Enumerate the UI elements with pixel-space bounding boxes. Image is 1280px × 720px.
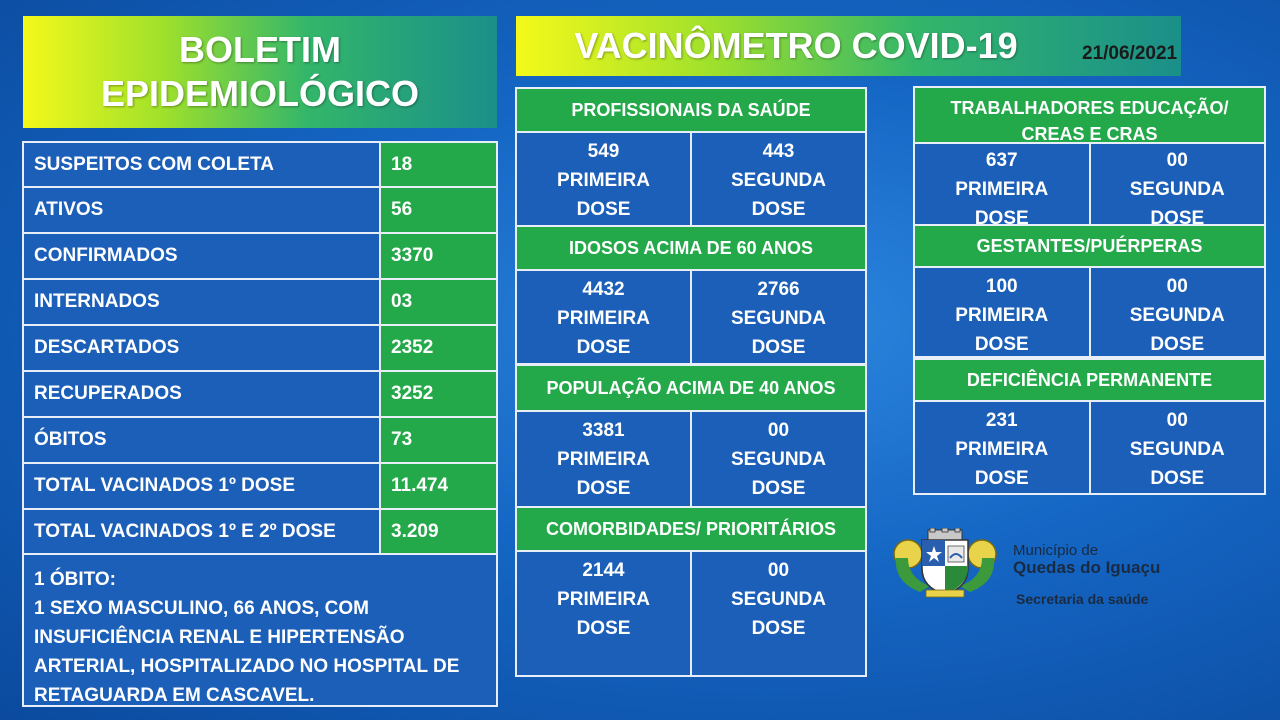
group-title: PROFISSIONAIS DA SAÚDE <box>517 89 865 133</box>
second-dose-count: 00 <box>767 420 790 441</box>
stat-label: RECUPERADOS <box>23 371 380 417</box>
dose-label: DOSE <box>1150 208 1205 224</box>
stat-value: 3370 <box>380 233 497 279</box>
table-row <box>23 417 497 463</box>
stat-value: 3252 <box>380 371 497 417</box>
dose-label: SEGUNDA <box>1129 305 1225 326</box>
first-dose-cell <box>915 144 1089 224</box>
first-dose-count: 2144 <box>582 560 625 581</box>
stat-label: SUSPEITOS COM COLETA <box>23 142 380 187</box>
dose-label: DOSE <box>751 478 806 499</box>
dose-label: DOSE <box>751 199 806 220</box>
municipality-logo <box>890 528 1240 618</box>
second-dose-count: 443 <box>762 141 795 162</box>
first-dose-cell <box>517 271 690 363</box>
dose-label: PRIMEIRA <box>557 170 650 191</box>
first-dose-cell <box>915 268 1089 356</box>
boletim-banner <box>23 16 497 128</box>
dose-label: SEGUNDA <box>1129 179 1225 200</box>
first-dose-count: 100 <box>985 276 1018 297</box>
stat-label: TOTAL VACINADOS 1º E 2º DOSE <box>23 509 380 555</box>
second-dose-cell <box>690 133 865 225</box>
stat-label: ÓBITOS <box>23 417 380 463</box>
second-dose-count: 2766 <box>757 279 800 300</box>
report-date: 21/06/2021 <box>1082 43 1178 64</box>
note-line: ARTERIAL, HOSPITALIZADO NO HOSPITAL DE <box>34 656 460 677</box>
table-row <box>23 325 497 371</box>
second-dose-count: 00 <box>1166 410 1188 431</box>
dose-label: DOSE <box>974 334 1029 355</box>
dose-label: PRIMEIRA <box>955 179 1049 200</box>
dose-label: DOSE <box>1150 468 1205 489</box>
dose-label: DOSE <box>576 337 631 358</box>
group-card-profissionais-saude <box>515 87 867 227</box>
dose-label: PRIMEIRA <box>557 589 650 610</box>
second-dose-cell <box>690 552 865 675</box>
second-dose-cell <box>690 412 865 506</box>
dose-label: PRIMEIRA <box>557 449 650 470</box>
table-row <box>23 233 497 279</box>
note-line: RETAGUARDA EM CASCAVEL. <box>34 685 315 706</box>
first-dose-count: 549 <box>587 141 620 162</box>
group-title: COMORBIDADES/ PRIORITÁRIOS <box>517 508 865 552</box>
stat-label: TOTAL VACINADOS 1º DOSE <box>23 463 380 509</box>
group-card-comorbidades <box>515 506 867 677</box>
stat-label: DESCARTADOS <box>23 325 380 371</box>
group-card-populacao-40 <box>515 364 867 508</box>
dose-label: DOSE <box>1150 334 1205 355</box>
first-dose-count: 4432 <box>582 279 625 300</box>
dose-label: DOSE <box>576 478 631 499</box>
group-card-gestantes <box>913 224 1266 358</box>
note-line: INSUFICIÊNCIA RENAL E HIPERTENSÃO <box>34 627 405 648</box>
first-dose-cell <box>915 402 1089 493</box>
dose-label: DOSE <box>974 208 1029 224</box>
stat-label: CONFIRMADOS <box>23 233 380 279</box>
dose-label: SEGUNDA <box>730 308 826 329</box>
stat-value: 11.474 <box>380 463 497 509</box>
municipal-coat-of-arms-icon <box>890 528 1000 600</box>
dose-label: SEGUNDA <box>730 589 826 610</box>
first-dose-cell <box>517 133 690 225</box>
table-row <box>23 142 497 187</box>
table-row <box>23 187 497 233</box>
group-title-line1: TRABALHADORES EDUCAÇÃO/ <box>950 98 1229 118</box>
dose-label: PRIMEIRA <box>557 308 650 329</box>
logo-city-name: Quedas do Iguaçu <box>1013 558 1161 577</box>
group-title: DEFICIÊNCIA PERMANENTE <box>915 360 1264 402</box>
note-line: 1 SEXO MASCULINO, 66 ANOS, COM <box>34 598 370 619</box>
dose-label: SEGUNDA <box>730 170 826 191</box>
vacinometro-title: VACINÔMETRO COVID-19 <box>574 25 1018 66</box>
stat-value: 3.209 <box>380 509 497 555</box>
dose-label: SEGUNDA <box>730 449 826 470</box>
group-title: POPULAÇÃO ACIMA DE 40 ANOS <box>517 366 865 412</box>
first-dose-count: 637 <box>985 150 1018 171</box>
first-dose-cell <box>517 552 690 675</box>
boletim-title-line2: EPIDEMIOLÓGICO <box>100 73 420 114</box>
boletim-title-line1: BOLETIM <box>179 29 341 70</box>
logo-secretaria-text: Secretaria da saúde <box>1016 591 1149 607</box>
stat-value: 03 <box>380 279 497 325</box>
group-title: IDOSOS ACIMA DE 60 ANOS <box>517 227 865 271</box>
dose-label: SEGUNDA <box>1129 439 1225 460</box>
stat-label: INTERNADOS <box>23 279 380 325</box>
stat-value: 73 <box>380 417 497 463</box>
group-card-trabalhadores-educacao <box>913 86 1266 226</box>
vacinometro-banner <box>516 16 1181 76</box>
group-title <box>915 88 1264 144</box>
dose-label: DOSE <box>751 337 806 358</box>
table-row <box>23 509 497 555</box>
second-dose-cell <box>690 271 865 363</box>
second-dose-count: 00 <box>1166 276 1188 297</box>
second-dose-cell <box>1089 402 1265 493</box>
stat-label: ATIVOS <box>23 187 380 233</box>
table-row <box>23 371 497 417</box>
second-dose-count: 00 <box>767 560 790 581</box>
note-line: 1 ÓBITO: <box>34 569 116 590</box>
group-card-idosos-60 <box>515 225 867 365</box>
dose-label: PRIMEIRA <box>955 305 1049 326</box>
death-note <box>22 553 498 707</box>
first-dose-count: 3381 <box>582 420 625 441</box>
dose-label: DOSE <box>576 199 631 220</box>
group-title-line2: CREAS E CRAS <box>1021 124 1158 144</box>
second-dose-cell <box>1089 144 1265 224</box>
stat-value: 18 <box>380 142 497 187</box>
second-dose-count: 00 <box>1166 150 1188 171</box>
dose-label: DOSE <box>751 618 806 639</box>
stat-value: 2352 <box>380 325 497 371</box>
second-dose-cell <box>1089 268 1265 356</box>
group-card-deficiencia <box>913 358 1266 495</box>
stat-value: 56 <box>380 187 497 233</box>
boletim-stats-table <box>22 141 498 556</box>
table-row <box>23 463 497 509</box>
group-title: GESTANTES/PUÉRPERAS <box>915 226 1264 268</box>
dose-label: DOSE <box>974 468 1029 489</box>
dose-label: PRIMEIRA <box>955 439 1049 460</box>
logo-municipio-text: Município de <box>1013 542 1099 559</box>
first-dose-cell <box>517 412 690 506</box>
table-row <box>23 279 497 325</box>
first-dose-count: 231 <box>985 410 1018 431</box>
dose-label: DOSE <box>576 618 631 639</box>
